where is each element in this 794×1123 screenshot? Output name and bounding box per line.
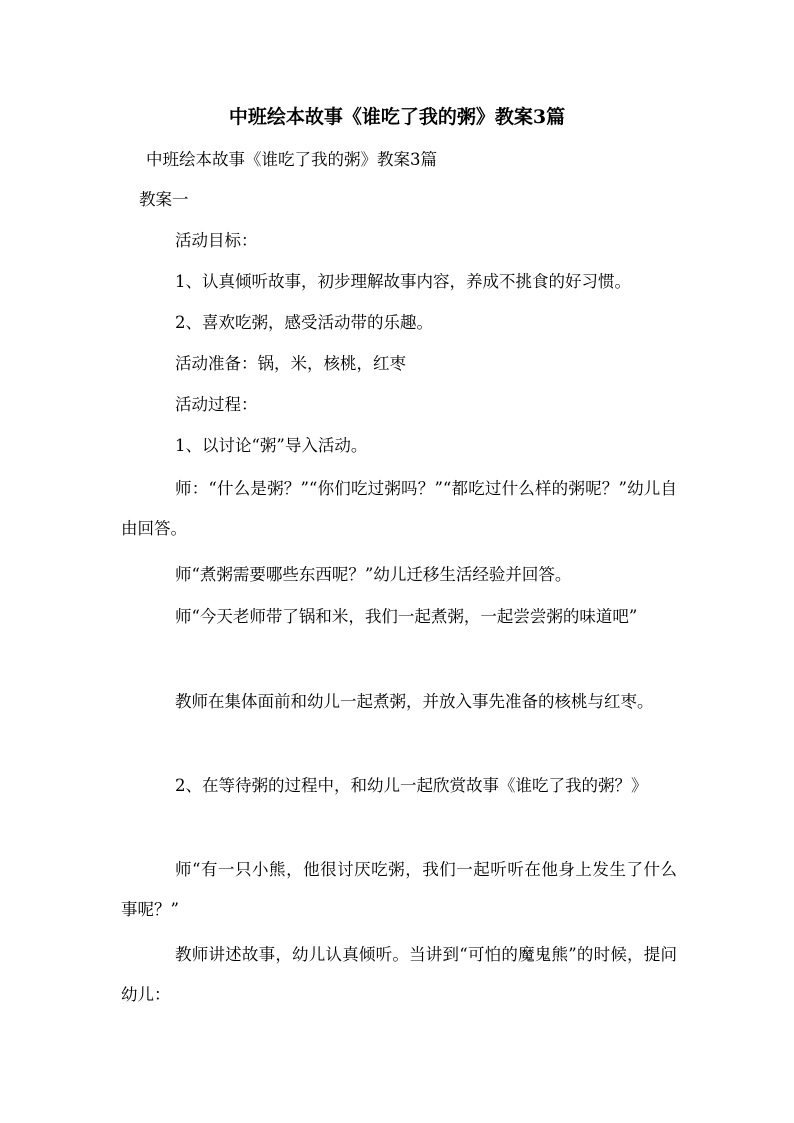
paragraph-5: 2、在等待粥的过程中，和幼儿一起欣赏故事《谁吃了我的粥？》	[175, 776, 648, 795]
section-heading: 教案一	[139, 190, 189, 209]
text-line-6: 1、以讨论“粥”导入活动。	[175, 436, 368, 455]
paragraph-1: 师：“什么是粥？”“你们吃过粥吗？”“都吃过什么样的粥呢？”幼儿自由回答。	[121, 479, 677, 538]
document-title: 中班绘本故事《谁吃了我的粥》教案3篇	[228, 106, 566, 128]
paragraph-2: 师“煮粥需要哪些东西呢？”幼儿迁移生活经验并回答。	[175, 565, 572, 584]
paragraph-6: 师“有一只小熊，他很讨厌吃粥，我们一起听听在他身上发生了什么事呢？”	[121, 860, 677, 919]
document-subtitle: 中班绘本故事《谁吃了我的粥》教案3篇	[146, 150, 437, 169]
paragraph-3: 师“今天老师带了锅和米，我们一起煮粥，一起尝尝粥的味道吧”	[175, 607, 638, 626]
text-line-4: 活动准备：锅，米，核桃，红枣	[175, 354, 406, 373]
text-line-2: 1、认真倾听故事，初步理解故事内容，养成不挑食的好习惯。	[175, 272, 631, 291]
text-line-3: 2、喜欢吃粥，感受活动带的乐趣。	[175, 313, 433, 332]
paragraph-7: 教师讲述故事，幼儿认真倾听。当讲到“可怕的魔鬼熊”的时候，提问幼儿：	[121, 945, 677, 1004]
text-line-5: 活动过程：	[175, 395, 258, 414]
text-line-1: 活动目标：	[175, 231, 258, 250]
paragraph-4: 教师在集体面前和幼儿一起煮粥，并放入事先准备的核桃与红枣。	[175, 692, 654, 711]
